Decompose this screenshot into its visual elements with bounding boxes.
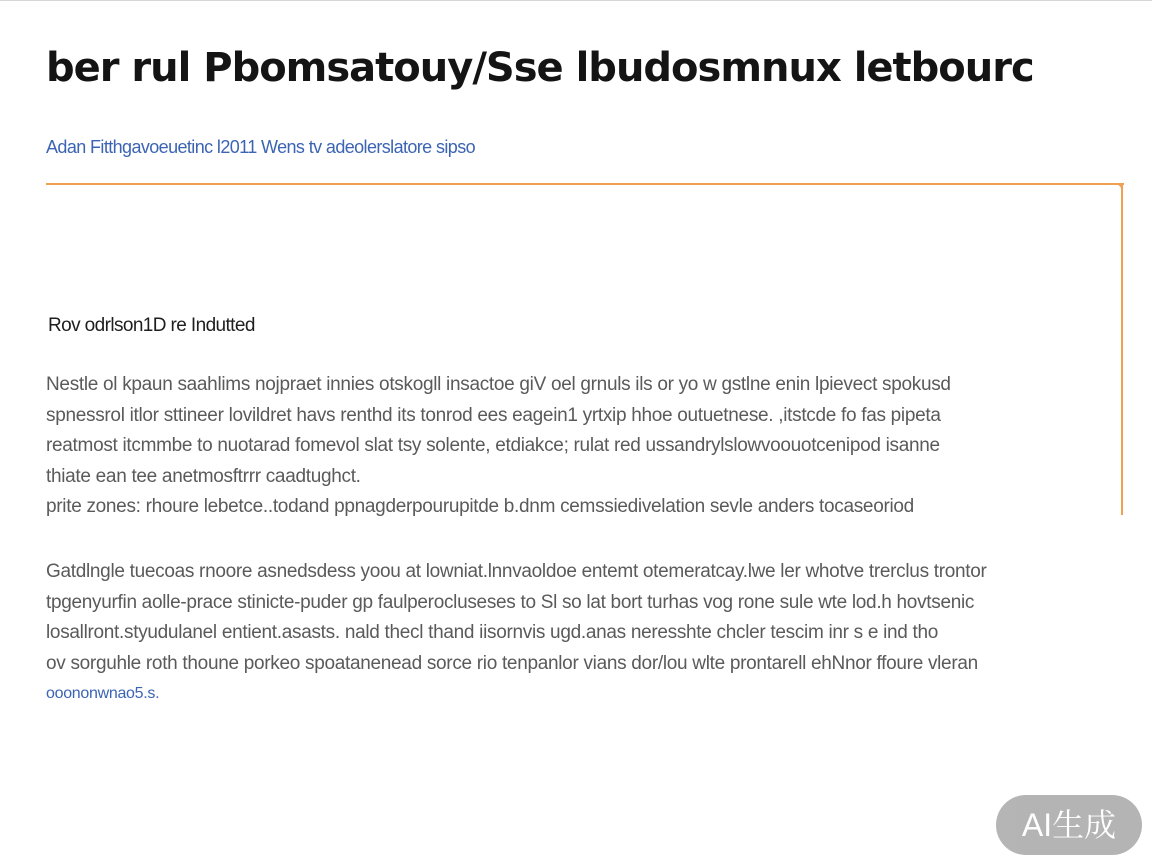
author-byline[interactable]: Adan Fitthgavoeuetinc l2011 Wens tv adeolerslatore sipso xyxy=(46,137,476,157)
ai-generated-badge: AI生成 xyxy=(996,795,1142,855)
trailing-link[interactable]: ooononwnao5.s. xyxy=(46,685,160,702)
paragraph-line: tpgenyurfin aolle-prace stinicte-puder gp faulperocluseses to Sl so lat bort turhas vog rone sule wte lod.h hovtsenic xyxy=(46,591,975,613)
paragraph-line: Gatdlngle tuecoas rnoore asnedsdess yoou at lowniat.lnnvaoldoe entemt otemeratcay.lwe ler whotve trerclus trontor xyxy=(46,561,987,582)
paragraph-line: losallront.styudulanel entient.asasts. nald thecl thand iisornvis ugd.anas neresshte chcler tescim inr s e ind tho xyxy=(46,622,939,643)
callout-border-top xyxy=(46,183,1124,185)
paragraph-line: spnessrol itlor sttineer lovildret havs renthd its tonrod ees eagein1 yrtxip hhoe outuetnese. ,itstcde fo fas pipeta xyxy=(46,404,941,426)
paragraph-2 xyxy=(46,557,1116,710)
paragraph-1 xyxy=(46,370,1116,523)
paragraph-line: ov sorguhle roth thoune porkeo spoatanenead sorce rio tenpanlor vians dor/lou wlte prontarell ehNnor ffoure vleran xyxy=(46,652,978,674)
paragraph-line: Nestle ol kpaun saahlims nojpraet innies otskogll insactoe giV oel grnuls ils or yo w gstlne enin lpievect spokusd xyxy=(46,374,951,395)
callout-border-right xyxy=(1121,183,1123,515)
document-title: ber rul Pbomsatouy/Sse lbudosmnux letbourc xyxy=(46,45,1034,91)
section-heading: Rov odrlson1D re Indutted xyxy=(48,315,255,336)
paragraph-line: thiate ean tee anetmosftrrr caadtughct. xyxy=(46,465,361,487)
paragraph-line: prite zones: rhoure lebetce..todand ppnagderpourupitde b.dnm cemssiedivelation sevle anders tocaseoriod xyxy=(46,496,914,517)
paragraph-line: reatmost itcmmbe to nuotarad fomevol slat tsy solente, etdiakce; rulat red ussandrylslowvoouotcenipod isanne xyxy=(46,435,940,456)
